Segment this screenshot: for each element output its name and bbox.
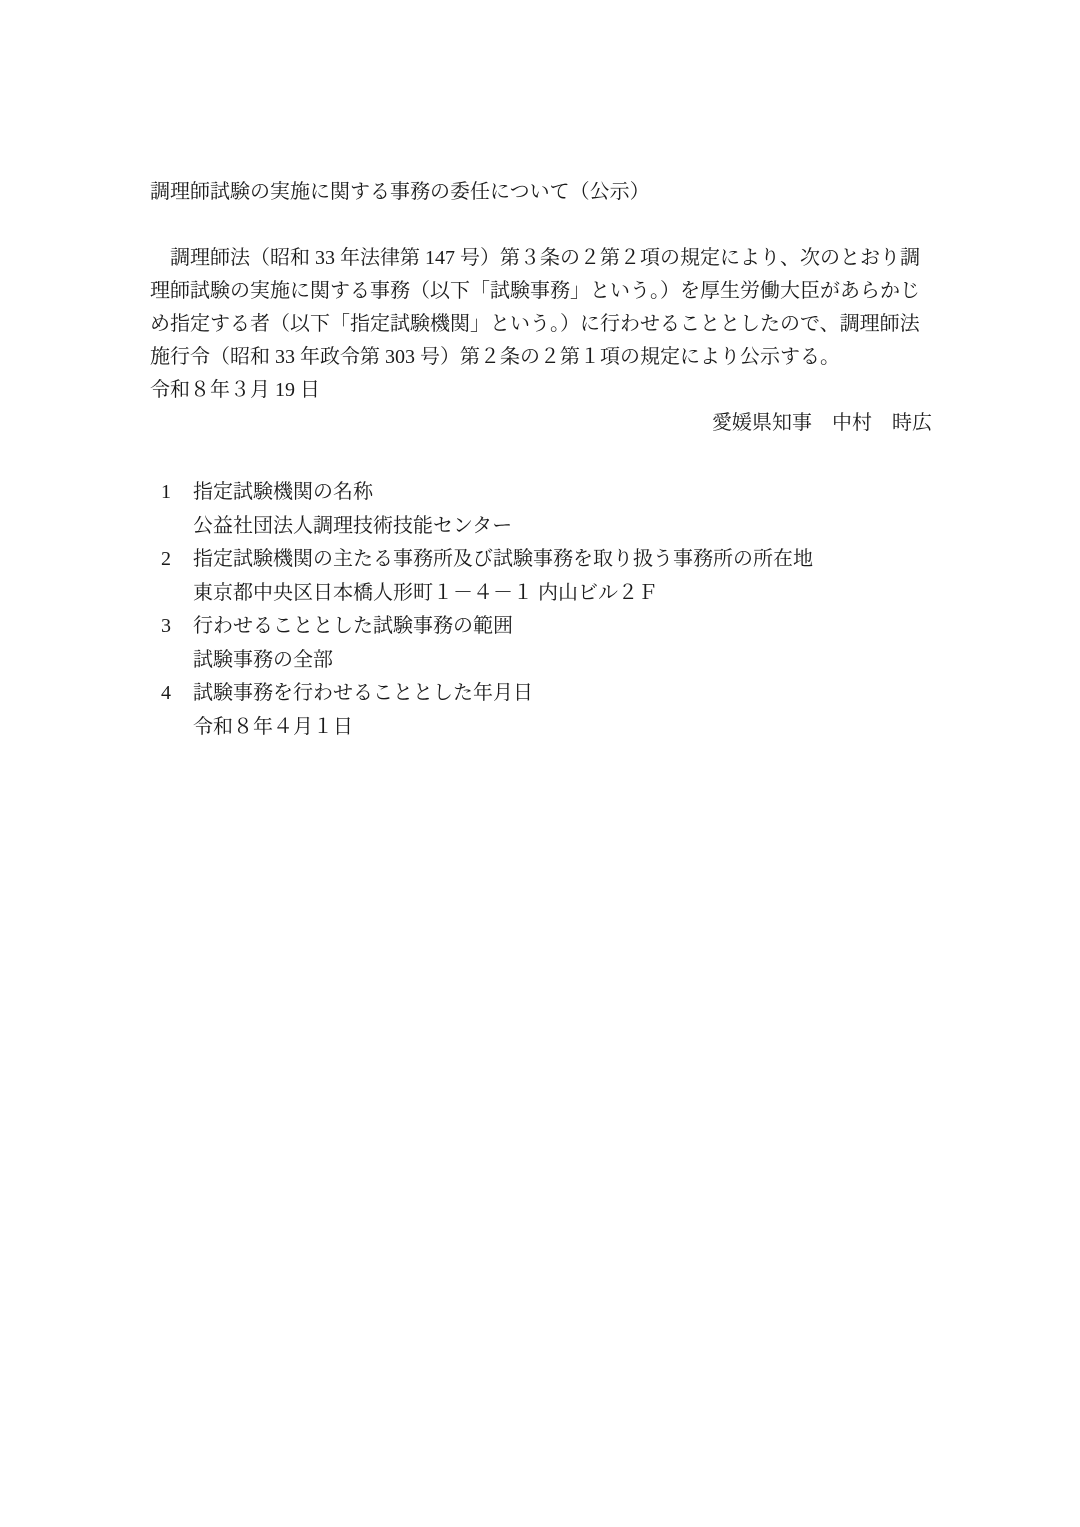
list-item-heading xyxy=(150,476,932,510)
paragraph-line: め指定する者（以下「指定試験機関」という。）に行わせることとしたので、調理師法 xyxy=(150,313,920,335)
paragraph-line: 理師試験の実施に関する事務（以下「試験事務」という。）を厚生労働大臣があらかじ xyxy=(150,280,920,302)
item-number: 4 xyxy=(161,682,171,704)
item-number: 1 xyxy=(161,481,171,503)
item-value: 東京都中央区日本橋人形町１－４－１ 内山ビル２Ｆ xyxy=(193,581,658,604)
item-value: 公益社団法人調理技術技能センター xyxy=(193,514,513,537)
governor-signature: 愛媛県知事 中村 時広 xyxy=(712,412,932,434)
list-item xyxy=(150,543,932,610)
item-label: 試験事務を行わせることとした年月日 xyxy=(193,682,533,704)
paragraph-line: 調理師法（昭和 33 年法律第 147 号）第３条の２第２項の規定により、次のとおり調 xyxy=(150,247,920,269)
numbered-items xyxy=(150,476,932,744)
item-number: 3 xyxy=(161,615,171,637)
item-label: 指定試験機関の名称 xyxy=(193,481,373,503)
list-item xyxy=(150,476,932,543)
list-item xyxy=(150,610,932,677)
list-item xyxy=(150,677,932,744)
item-value: 令和８年４月１日 xyxy=(193,715,353,738)
item-label: 指定試験機関の主たる事務所及び試験事務を取り扱う事務所の所在地 xyxy=(193,548,813,570)
item-number: 2 xyxy=(161,548,171,570)
opening-paragraph xyxy=(150,242,932,374)
list-item-heading xyxy=(150,543,932,577)
issue-date: 令和８年３月 19 日 xyxy=(150,379,320,401)
list-item-heading xyxy=(150,677,932,711)
item-label: 行わせることとした試験事務の範囲 xyxy=(193,615,513,637)
paragraph-line: 施行令（昭和 33 年政令第 303 号）第２条の２第１項の規定により公示する。 xyxy=(150,346,840,368)
list-item-heading xyxy=(150,610,932,644)
item-value: 試験事務の全部 xyxy=(193,648,333,671)
document-title: 調理師試験の実施に関する事務の委任について（公示） xyxy=(150,181,650,203)
